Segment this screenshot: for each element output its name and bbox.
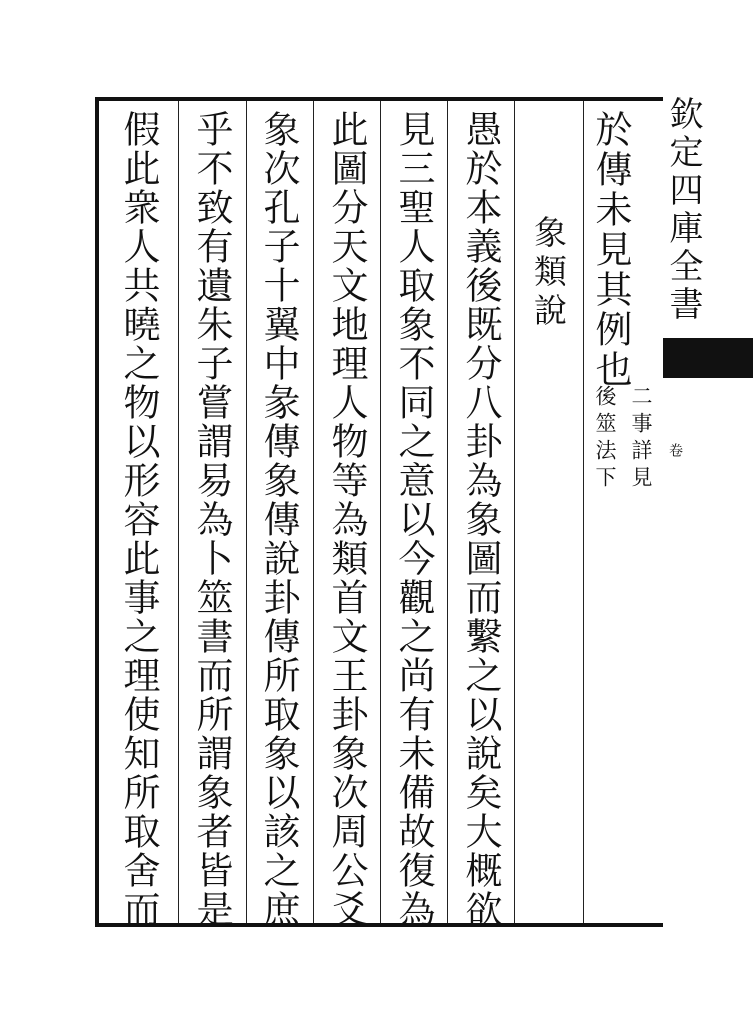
column-rule (313, 101, 314, 923)
column-rule (380, 101, 381, 923)
column-rule (583, 101, 584, 923)
text-column-6: 象次孔子十翼中彖傳象傳說卦傳所取象以該之庶 (257, 110, 300, 929)
edge-fishtail-mark (663, 338, 753, 378)
annotation-line-1: 二事詳見 (629, 385, 653, 493)
edge-juan-label: 卷 (667, 443, 683, 459)
adjacent-page-edge (663, 88, 753, 938)
text-column-1: 於傳未見其例也 (589, 110, 632, 390)
annotation-line-2: 後筮法下 (593, 385, 617, 493)
text-column-7: 乎不致有遺朱子嘗謂易為卜筮書而所謂象者皆是 (190, 110, 233, 929)
text-column-5: 此圖分天文地理人物等為類首文王卦象次周公爻 (325, 110, 368, 929)
column-rule (514, 101, 515, 923)
text-column-8: 假此衆人共曉之物以形容此事之理使知所取舍而 (117, 110, 160, 929)
column-rule (178, 101, 179, 923)
section-title: 象類說 (529, 215, 568, 332)
column-rule (246, 101, 247, 923)
text-column-4: 見三聖人取象不同之意以今觀之尚有未備故復為 (392, 110, 435, 929)
adjacent-page-header: 欽定四庫全書 (663, 96, 703, 324)
text-column-3: 愚於本義後既分八卦為象圖而繫之以說矣大概欲 (459, 110, 502, 929)
page-frame (95, 97, 663, 927)
column-rule (447, 101, 448, 923)
